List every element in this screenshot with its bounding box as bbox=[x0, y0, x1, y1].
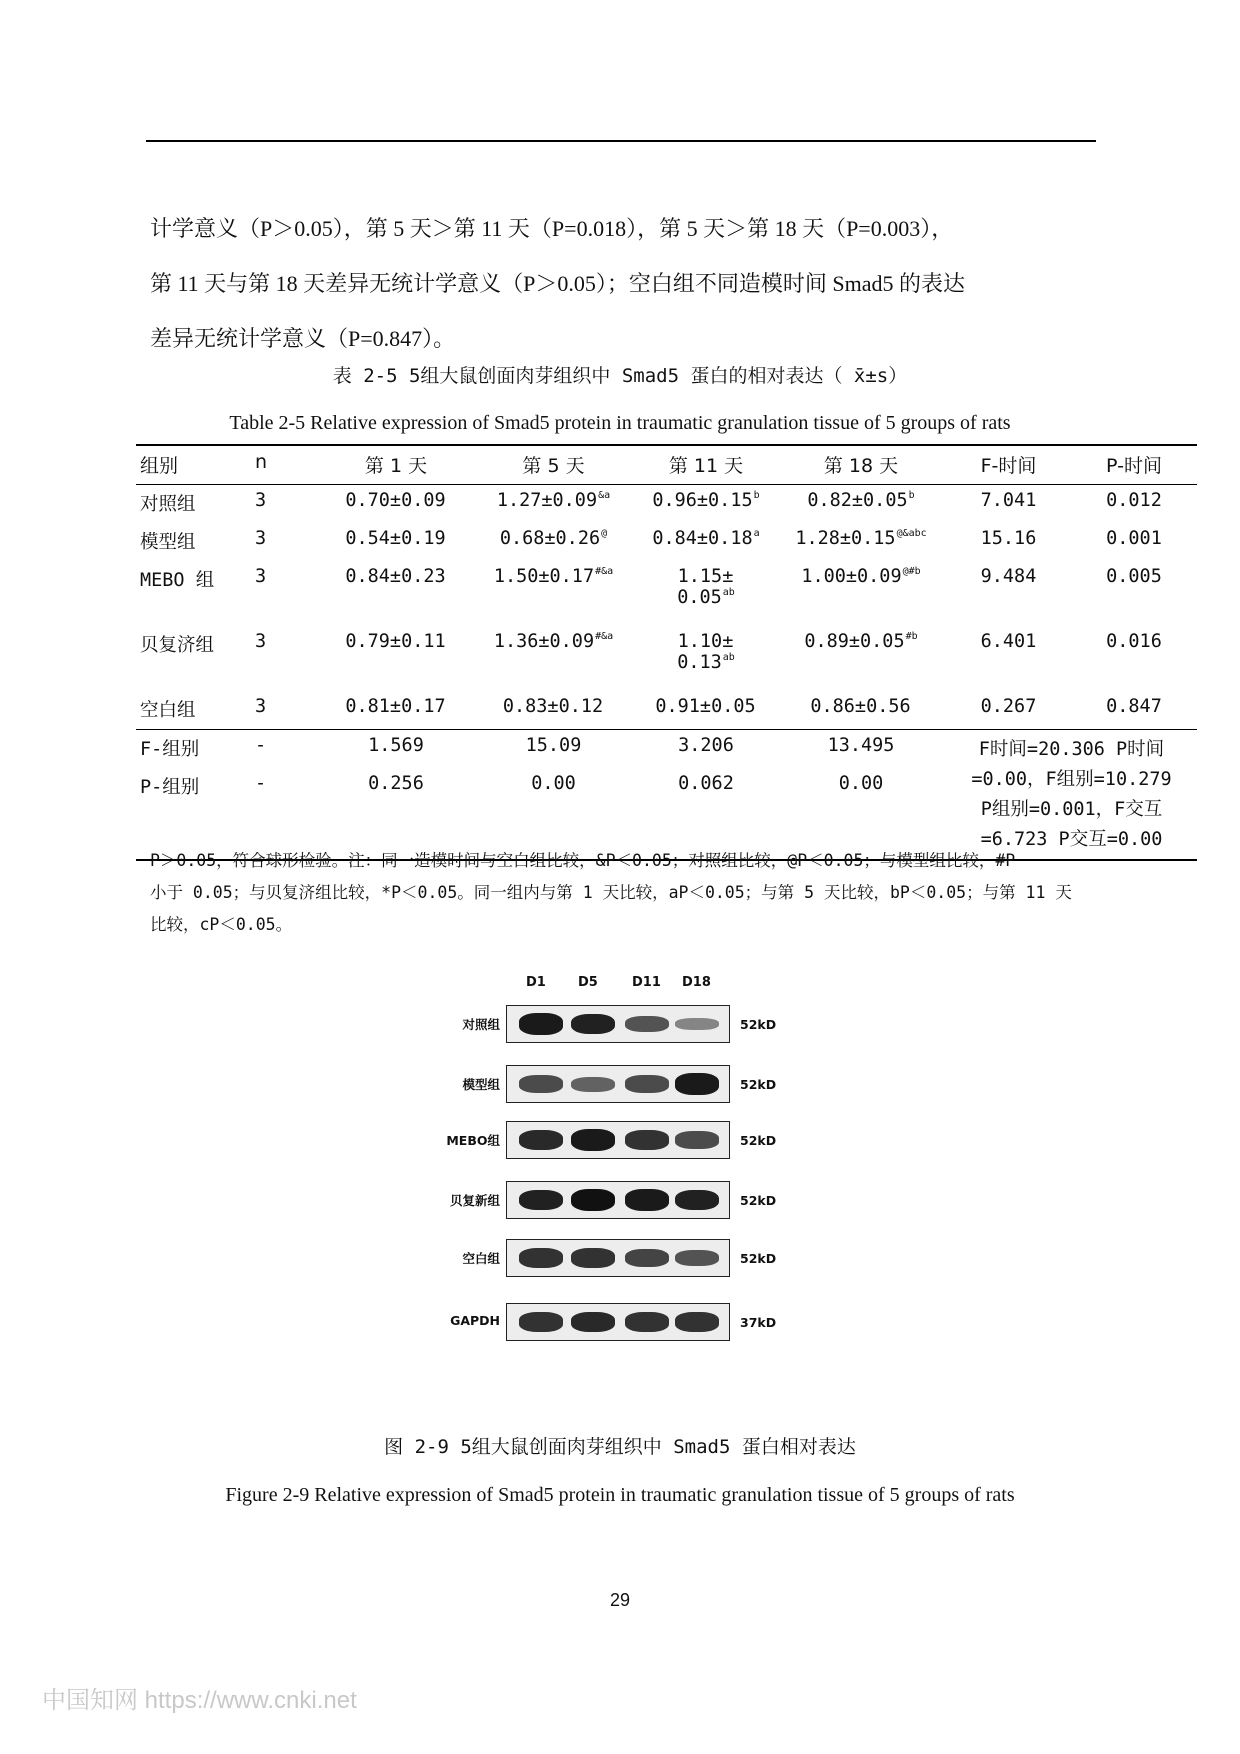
table-cell: 0.00 bbox=[838, 773, 884, 794]
protein-band bbox=[519, 1075, 563, 1092]
header-cell: n bbox=[255, 451, 268, 473]
blot-row-label: 对照组 bbox=[462, 1017, 500, 1032]
protein-band bbox=[571, 1312, 615, 1332]
table-cell: F-组别 bbox=[140, 739, 200, 760]
protein-band bbox=[571, 1077, 615, 1092]
protein-band bbox=[519, 1248, 563, 1267]
table-cell: $0.89\pm 0.05^{\#b}$ bbox=[804, 631, 918, 652]
figure-caption-en: Figure 2-9 Relative expression of Smad5 protein in traumatic granulation tissue of 5 groups of rats bbox=[225, 1484, 1015, 1506]
table-row bbox=[136, 485, 1197, 524]
cnki-watermark: 中国知网 https://www.cnki.net bbox=[42, 1687, 357, 1714]
figure-caption-cn: 图 2-9 5组大鼠创面肉芽组织中 Smad5 蛋白相对表达 bbox=[384, 1436, 856, 1458]
table-row bbox=[136, 626, 1197, 691]
protein-band bbox=[571, 1014, 615, 1035]
protein-band bbox=[571, 1248, 615, 1267]
table-cell: 对照组 bbox=[140, 494, 196, 515]
table-cell: 0.68±0.26@ bbox=[499, 528, 608, 549]
header-rule bbox=[146, 140, 1096, 142]
blot-row-label: 模型组 bbox=[462, 1077, 500, 1092]
lane-label: D18 bbox=[682, 975, 711, 990]
western-blot-figure bbox=[420, 975, 800, 1375]
table-row bbox=[136, 561, 1197, 626]
header-cell: 第 11 天 bbox=[668, 455, 744, 477]
table-note-line-3: 比较，cP＜0.05。 bbox=[150, 915, 293, 934]
table-cell: 3 bbox=[255, 566, 267, 587]
table-cell: 0.00 bbox=[531, 773, 576, 794]
body-paragraph-line-3: 差异无统计学意义（P=0.847）。 bbox=[150, 326, 456, 351]
protein-band bbox=[571, 1129, 615, 1150]
table-cell: 3 bbox=[255, 528, 267, 549]
table-cell: 模型组 bbox=[140, 532, 196, 553]
header-cell: 组别 bbox=[140, 455, 179, 477]
body-paragraph-line-1: 计学意义（P＞0.05），第 5 天＞第 11 天（P=0.018），第 5 天＞第 18 天（P=0.003）， bbox=[150, 216, 954, 241]
table-note-line-1: P＞0.05，符合球形检验。注：同一造模时间与空白组比较，&P＜0.05；对照组比较，@P＜0.05；与模型组比较，#P bbox=[150, 851, 1016, 870]
table-cell: 0.012 bbox=[1106, 490, 1162, 511]
table-cell: 1.15± 0.05$^{ab}$ bbox=[677, 566, 735, 608]
protein-band bbox=[675, 1073, 719, 1094]
table-cell: 0.005 bbox=[1106, 566, 1162, 587]
blot-row-label: GAPDH bbox=[450, 1313, 500, 1328]
table-cell: $1.28\pm 0.15^{@\&abc}$ bbox=[795, 528, 927, 549]
table-cell: 0.267 bbox=[980, 696, 1037, 717]
table-cell: 7.041 bbox=[980, 490, 1037, 511]
table-cell: 0.84±0.23 bbox=[345, 566, 446, 587]
table-cell: 0.79±0.11 bbox=[345, 631, 446, 652]
header-cell: 第 1 天 bbox=[364, 455, 428, 477]
table-cell: 贝复济组 bbox=[140, 635, 215, 656]
table-cell: 空白组 bbox=[140, 700, 196, 721]
body-paragraph-line-2: 第 11 天与第 18 天差异无统计学意义（P＞0.05）；空白组不同造模时间 Smad5 的表达 bbox=[150, 271, 966, 296]
table-cell: 0.96±0.15$^b$ bbox=[652, 490, 760, 511]
table-cell: P-组别 bbox=[140, 777, 200, 798]
protein-band bbox=[625, 1075, 669, 1092]
molecular-weight-label: 52kD bbox=[740, 1077, 777, 1092]
table-note-line-2: 小于 0.05；与贝复济组比较，*P＜0.05。同一组内与第 1 天比较，aP＜0.05；与第 5 天比较，bP＜0.05；与第 11 天 bbox=[150, 883, 1072, 902]
protein-band bbox=[675, 1190, 719, 1211]
table-cell: 0.84±0.18$^a$ bbox=[652, 528, 760, 549]
table-cell: 0.81±0.17 bbox=[345, 696, 446, 717]
lane-label: D5 bbox=[578, 975, 598, 990]
table-cell: 15.09 bbox=[525, 735, 582, 756]
table-cell: 0.001 bbox=[1106, 528, 1162, 549]
table-row bbox=[136, 691, 1197, 730]
molecular-weight-label: 52kD bbox=[740, 1193, 777, 1208]
table-header-row bbox=[136, 445, 1197, 485]
table-cell: $1.50\pm 0.17^{\#\&a}$ bbox=[493, 566, 614, 587]
anova-stats-cell bbox=[946, 730, 1197, 861]
table-row bbox=[136, 523, 1197, 561]
table-cell: 9.484 bbox=[980, 566, 1037, 587]
table-cell: $1.27\pm 0.09^{\&a}$ bbox=[496, 490, 611, 511]
table-cell: 0.062 bbox=[678, 773, 734, 794]
protein-band bbox=[625, 1249, 669, 1267]
protein-band bbox=[675, 1250, 719, 1266]
protein-band bbox=[675, 1018, 719, 1030]
table-cell: 1.10± 0.13$^{ab}$ bbox=[677, 631, 735, 673]
protein-band bbox=[625, 1189, 669, 1210]
table-cell: 0.847 bbox=[1106, 696, 1162, 717]
protein-band bbox=[625, 1312, 669, 1331]
molecular-weight-label: 52kD bbox=[740, 1133, 777, 1148]
header-cell: F-时间 bbox=[980, 455, 1037, 477]
table-caption-cn: 表 2-5 5组大鼠创面肉芽组织中 Smad5 蛋白的相对表达（ x̄±s） bbox=[332, 365, 908, 387]
table-footer-row bbox=[136, 730, 1197, 769]
blot-row-label: 空白组 bbox=[462, 1251, 500, 1266]
table-cell: 3 bbox=[255, 696, 267, 717]
table-cell: 6.401 bbox=[980, 631, 1037, 652]
table-cell: 0.016 bbox=[1106, 631, 1162, 652]
protein-band bbox=[571, 1189, 615, 1211]
anova-stats-line: F时间=20.306 P时间 bbox=[978, 739, 1165, 760]
header-cell: 第 18 天 bbox=[823, 455, 899, 477]
lane-label: D1 bbox=[526, 975, 546, 990]
table-cell: 15.16 bbox=[980, 528, 1037, 549]
molecular-weight-label: 37kD bbox=[740, 1315, 777, 1330]
table-cell: 13.495 bbox=[827, 735, 895, 756]
blot-row-label: MEBO组 bbox=[446, 1133, 500, 1148]
lane-label: D11 bbox=[632, 975, 661, 990]
blot-strip bbox=[506, 1181, 730, 1219]
header-cell: 第 5 天 bbox=[522, 455, 585, 477]
table-cell: 0.70±0.09 bbox=[345, 490, 446, 511]
protein-band bbox=[625, 1130, 669, 1149]
protein-band bbox=[625, 1016, 669, 1032]
anova-stats-line: =0.00，F组别=10.279 bbox=[971, 769, 1172, 790]
protein-band bbox=[675, 1312, 719, 1331]
table-cell: MEBO 组 bbox=[140, 570, 215, 591]
blot-strip bbox=[506, 1005, 730, 1043]
table-cell: - bbox=[255, 773, 267, 794]
table-cell: 0.82±0.05$^b$ bbox=[807, 490, 915, 511]
table-cell: 0.86±0.56 bbox=[810, 696, 911, 717]
protein-band bbox=[519, 1013, 563, 1034]
anova-stats-line: P组别=0.001，F交互 bbox=[980, 799, 1163, 820]
table-cell: 3.206 bbox=[678, 735, 734, 756]
table-cell: $1.00\pm 0.09^{@\#b}$ bbox=[801, 566, 921, 587]
blot-strip bbox=[506, 1239, 730, 1277]
blot-strip bbox=[506, 1065, 730, 1103]
table-cell: 0.256 bbox=[368, 773, 424, 794]
table-cell: 1.569 bbox=[368, 735, 424, 756]
blot-row-label: 贝复新组 bbox=[449, 1193, 500, 1208]
protein-band bbox=[519, 1190, 563, 1211]
table-cell: 3 bbox=[255, 631, 267, 652]
molecular-weight-label: 52kD bbox=[740, 1251, 777, 1266]
blot-strip bbox=[506, 1303, 730, 1341]
molecular-weight-label: 52kD bbox=[740, 1017, 777, 1032]
protein-band bbox=[519, 1312, 563, 1331]
smad5-expression-table bbox=[136, 444, 1197, 861]
table-cell: 0.54±0.19 bbox=[345, 528, 446, 549]
protein-band bbox=[675, 1131, 719, 1148]
table-cell: 0.91±0.05 bbox=[655, 696, 756, 717]
page-number: 29 bbox=[609, 1590, 631, 1610]
table-cell: $1.36\pm 0.09^{\#\&a}$ bbox=[493, 631, 614, 652]
table-cell: - bbox=[255, 735, 267, 756]
protein-band bbox=[519, 1130, 563, 1150]
table-caption-en: Table 2-5 Relative expression of Smad5 protein in traumatic granulation tissue of 5 groups of rats bbox=[229, 412, 1011, 434]
blot-strip bbox=[506, 1121, 730, 1159]
table-cell: 3 bbox=[255, 490, 267, 511]
header-cell: P-时间 bbox=[1106, 455, 1162, 477]
anova-stats-line: =6.723 P交互=0.00 bbox=[980, 829, 1163, 850]
table-cell: 0.83±0.12 bbox=[502, 696, 604, 717]
